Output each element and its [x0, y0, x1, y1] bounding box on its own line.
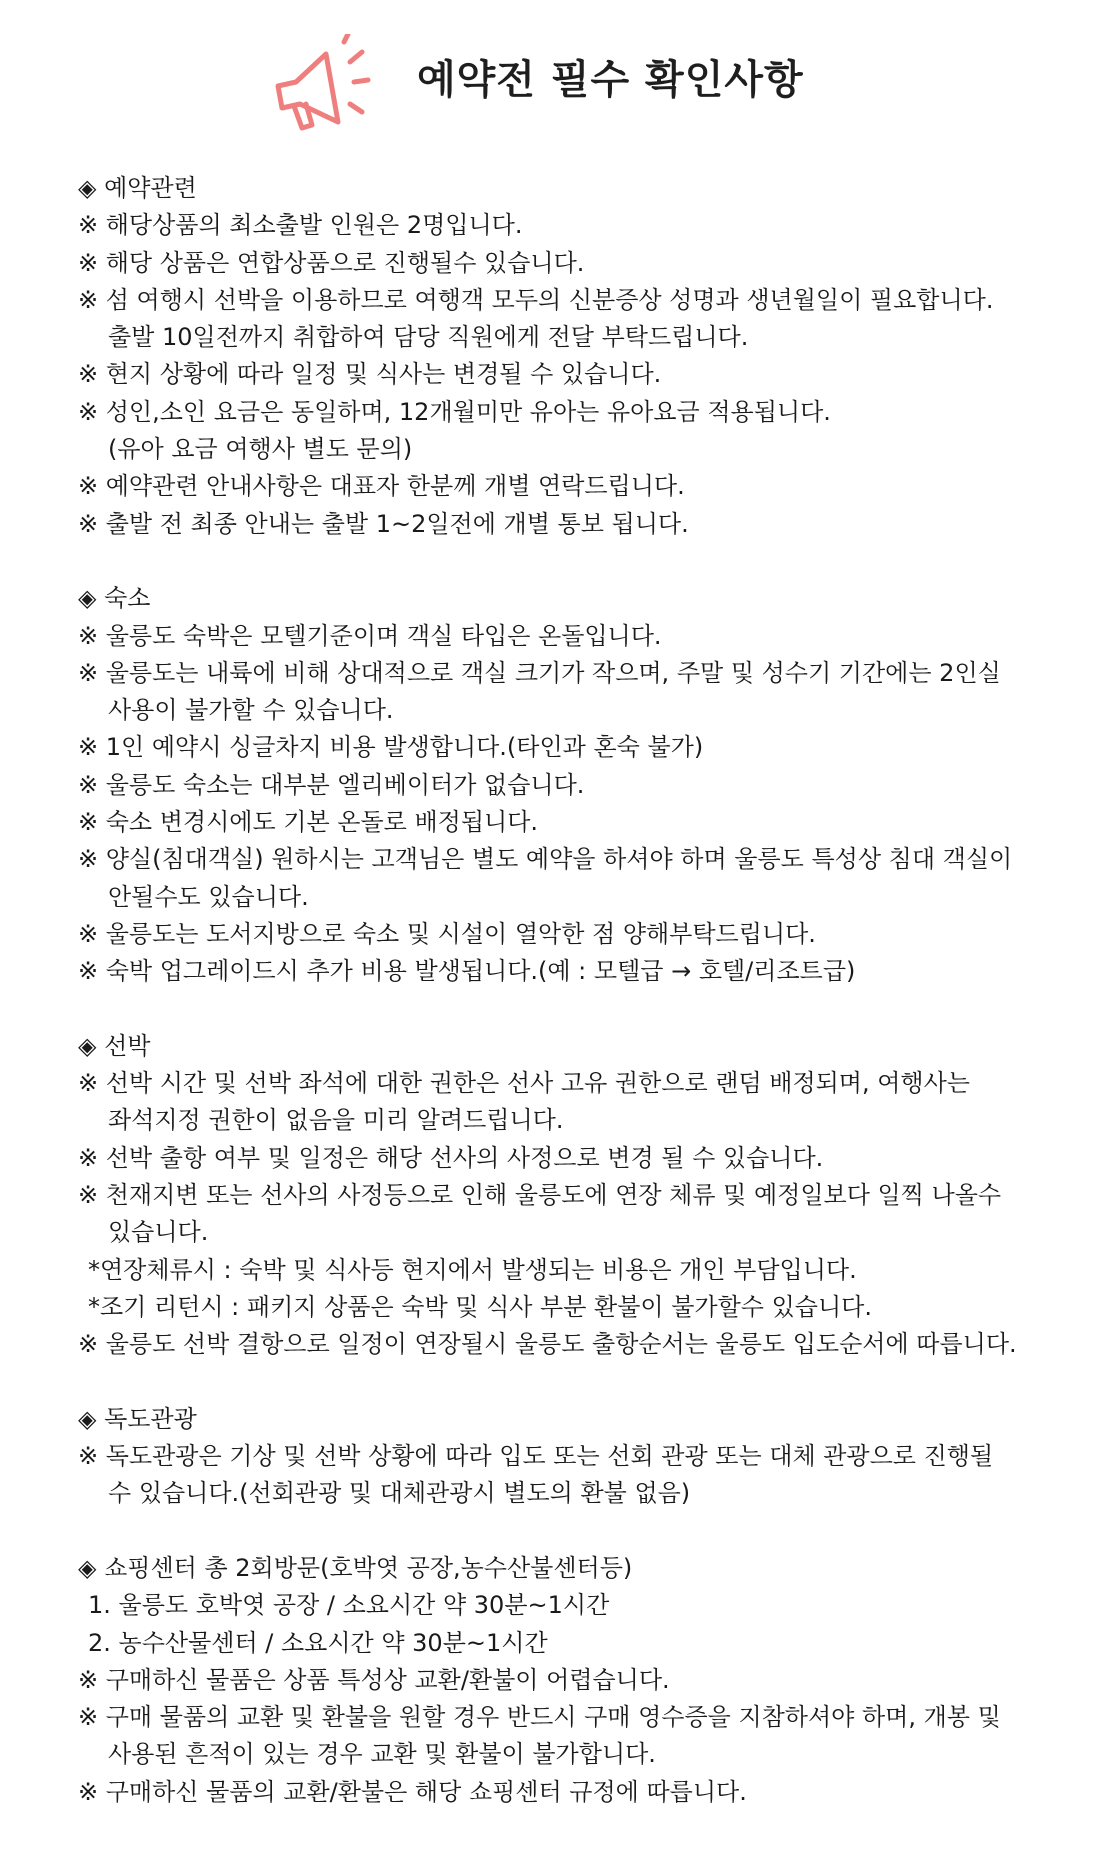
page-header [0, 28, 1100, 128]
notice-line: ※ 성인,소인 요금은 동일하며, 12개월미만 유아는 유아요금 적용됩니다. [78, 397, 831, 426]
megaphone-icon [268, 34, 398, 144]
notice-line: ※ 구매 물품의 교환 및 환불을 원할 경우 반드시 구매 영수증을 지참하셔야 하며, 개봉 및 [78, 1703, 1001, 1732]
notice-line: ※ 선박 출항 여부 및 일정은 해당 선사의 사정으로 변경 될 수 있습니다. [78, 1143, 824, 1172]
section-heading: ◈ 쇼핑센터 총 2회방문(호박엿 공장,농수산불센터등) [78, 1553, 633, 1582]
notice-line: *연장체류시 : 숙박 및 식사등 현지에서 발생되는 비용은 개인 부담입니다. [88, 1255, 857, 1284]
section-spacer [78, 1513, 1078, 1550]
notice-line: 안될수도 있습니다. [108, 882, 309, 911]
notice-line: ※ 울릉도는 도서지방으로 숙소 및 시설이 열악한 점 양해부탁드립니다. [78, 919, 816, 948]
notice-line: 좌석지정 권한이 없음을 미리 알려드립니다. [108, 1106, 564, 1135]
notice-line: *조기 리턴시 : 패키지 상품은 숙박 및 식사 부분 환불이 불가할수 있습니다. [88, 1292, 872, 1321]
notice-line: ※ 숙박 업그레이드시 추가 비용 발생됩니다.(예 : 모텔급 → 호텔/리조트급) [78, 957, 856, 986]
notice-line: ※ 선박 시간 및 선박 좌석에 대한 권한은 선사 고유 권한으로 랜덤 배정되며, 여행사는 [78, 1069, 970, 1098]
notice-line: 사용된 흔적이 있는 경우 교환 및 환불이 불가합니다. [108, 1740, 656, 1769]
section-spacer [78, 991, 1078, 1028]
page-title: 예약전 필수 확인사항 [417, 57, 804, 103]
notice-line: 수 있습니다.(선회관광 및 대체관광시 별도의 환불 없음) [108, 1479, 691, 1508]
notice-line: ※ 숙소 변경시에도 기본 온돌로 배정됩니다. [78, 808, 539, 837]
notice-line: ※ 출발 전 최종 안내는 출발 1~2일전에 개별 통보 됩니다. [78, 509, 689, 538]
notice-line: ※ 1인 예약시 싱글차지 비용 발생합니다.(타인과 혼숙 불가) [78, 733, 704, 762]
notice-line: ※ 울릉도 숙소는 대부분 엘리베이터가 없습니다. [78, 770, 585, 799]
section-heading: ◈ 예약관련 [78, 174, 197, 202]
section-spacer [78, 543, 1078, 580]
notice-line: 사용이 불가할 수 있습니다. [108, 696, 394, 725]
notice-line: 있습니다. [108, 1218, 209, 1247]
notice-line: ※ 독도관광은 기상 및 선박 상황에 따라 입도 또는 선회 관광 또는 대체 관광으로 진행될 [78, 1442, 994, 1471]
notice-line: 출발 10일전까지 취합하여 담당 직원에게 전달 부탁드립니다. [108, 323, 749, 352]
section-heading: ◈ 숙소 [78, 584, 151, 613]
notice-line: ※ 해당 상품은 연합상품으로 진행될수 있습니다. [78, 248, 585, 277]
notice-line: ※ 양실(침대객실) 원하시는 고객님은 별도 예약을 하셔야 하며 울릉도 특성상 침대 객실이 [78, 845, 1013, 874]
notice-line: ※ 현지 상황에 따라 일정 및 식사는 변경될 수 있습니다. [78, 360, 662, 389]
notice-line: ※ 구매하신 물품은 상품 특성상 교환/환불이 어렵습니다. [78, 1665, 670, 1694]
notice-line: ※ 예약관련 안내사항은 대표자 한분께 개별 연락드립니다. [78, 472, 685, 501]
notice-line: ※ 울릉도 선박 결항으로 일정이 연장될시 울릉도 출항순서는 울릉도 입도순서에 따릅니다. [78, 1330, 1017, 1359]
notice-line: ※ 구매하신 물품의 교환/환불은 해당 쇼핑센터 규정에 따릅니다. [78, 1777, 747, 1806]
notice-line: ※ 해당상품의 최소출발 인원은 2명입니다. [78, 211, 523, 240]
notice-content [78, 170, 1078, 1811]
notice-line: ※ 섬 여행시 선박을 이용하므로 여행객 모두의 신분증상 성명과 생년월일이 필요합니다. [78, 285, 994, 314]
section-heading: ◈ 독도관광 [78, 1404, 197, 1433]
notice-line: ※ 울릉도는 내륙에 비해 상대적으로 객실 크기가 작으며, 주말 및 성수기 기간에는 2인실 [78, 658, 1001, 687]
notice-line: ※ 천재지변 또는 선사의 사정등으로 인해 울릉도에 연장 체류 및 예정일보다 일찍 나올수 [78, 1181, 1002, 1210]
notice-line: ※ 울릉도 숙박은 모텔기준이며 객실 타입은 온돌입니다. [78, 621, 662, 650]
notice-line: (유아 요금 여행사 별도 문의) [108, 435, 413, 464]
section-heading: ◈ 선박 [78, 1031, 151, 1060]
notice-line: 1. 울릉도 호박엿 공장 / 소요시간 약 30분~1시간 [88, 1591, 610, 1620]
section-spacer [78, 1364, 1078, 1401]
notice-line: 2. 농수산물센터 / 소요시간 약 30분~1시간 [88, 1628, 548, 1657]
